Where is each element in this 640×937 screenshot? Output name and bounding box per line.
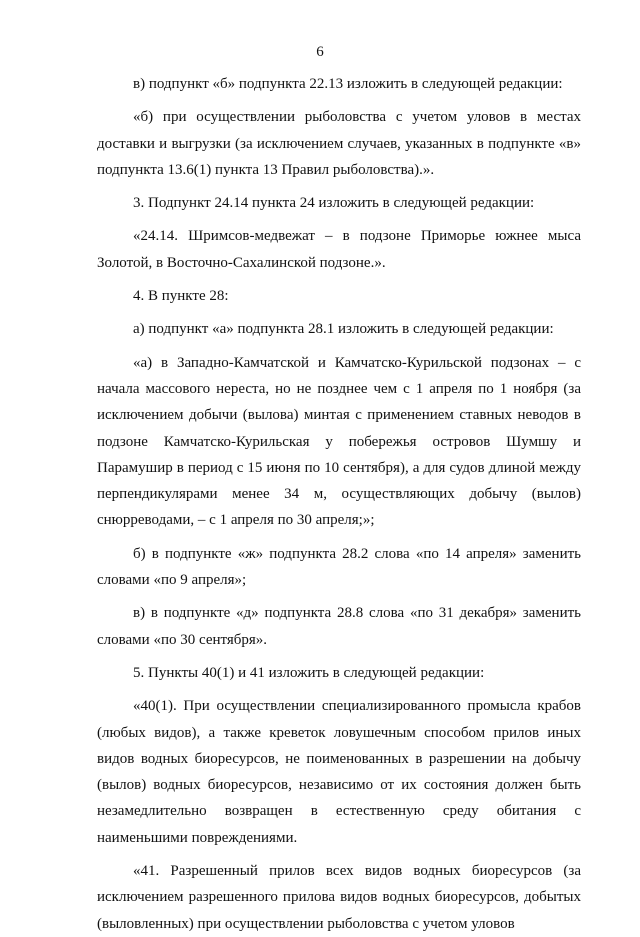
paragraph-item-4: 4. В пункте 28: [133, 288, 229, 305]
paragraph-subitem-b: б) в подпункте «ж» подпункта 28.2 слова «по 14 апреля» заменить словами «по 9 апреля»; [97, 545, 581, 589]
paragraph-item-5: 5. Пункты 40(1) и 41 изложить в следующей редакции: [133, 664, 485, 681]
document-body [97, 71, 581, 937]
paragraph-quote-a: «а) в Западно-Камчатской и Камчатско-Курильской подзонах – с начала массового нереста, но не позднее чем с 1 апреля по 1 ноября (за исключением добычи (вылова) минтая с применением ставных неводов в подзоне Камчатско-Курильская у побережья островов Шумшу и Парамушир в период с 15 июня по 10 сентября), а для судов длиной между перпендикулярами менее 34 м, осуществляющих добычу (вылов) снюрреводами, – с 1 апреля по 30 апреля;»; [97, 354, 581, 529]
paragraph-quote-41: «41. Разрешенный прилов всех видов водных биоресурсов (за исключением разрешенного прилова видов водных биоресурсов, добытых (выловленных) при осуществлении рыболовства с учетом уловов [97, 863, 581, 932]
paragraph-subitem-a: а) подпункт «а» подпункта 28.1 изложить в следующей редакции: [133, 321, 554, 338]
paragraph-quote-40-1: «40(1). При осуществлении специализированного промысла крабов (любых видов), а также креветок ловушечным способом прилов иных видов водных биоресурсов, не поименованных в разрешении на добычу (вылов) водных биоресурсов, независимо от их состояния должен быть незамедлительно возвращен в естественную среду обитания с наименьшими повреждениями. [97, 698, 581, 846]
paragraph-quote-24-14: «24.14. Шримсов-медвежат – в подзоне Приморье южнее мыса Золотой, в Восточно-Сахалинской подзоне.». [97, 228, 581, 271]
page-number: 6 [316, 44, 324, 60]
paragraph-subitem-v-2: в) в подпункте «д» подпункта 28.8 слова «по 31 декабря» заменить словами «по 30 сентября». [97, 605, 581, 648]
paragraph-item-3: 3. Подпункт 24.14 пункта 24 изложить в следующей редакции: [133, 195, 535, 212]
paragraph-subitem-v: в) подпункт «б» подпункта 22.13 изложить в следующей редакции: [133, 76, 563, 92]
paragraph-quote-b: «б) при осуществлении рыболовства с учетом уловов в местах доставки и выгрузки (за исключением случаев, указанных в подпункте «в» подпункта 13.6(1) пункта 13 Правил рыболовства).». [97, 109, 581, 178]
